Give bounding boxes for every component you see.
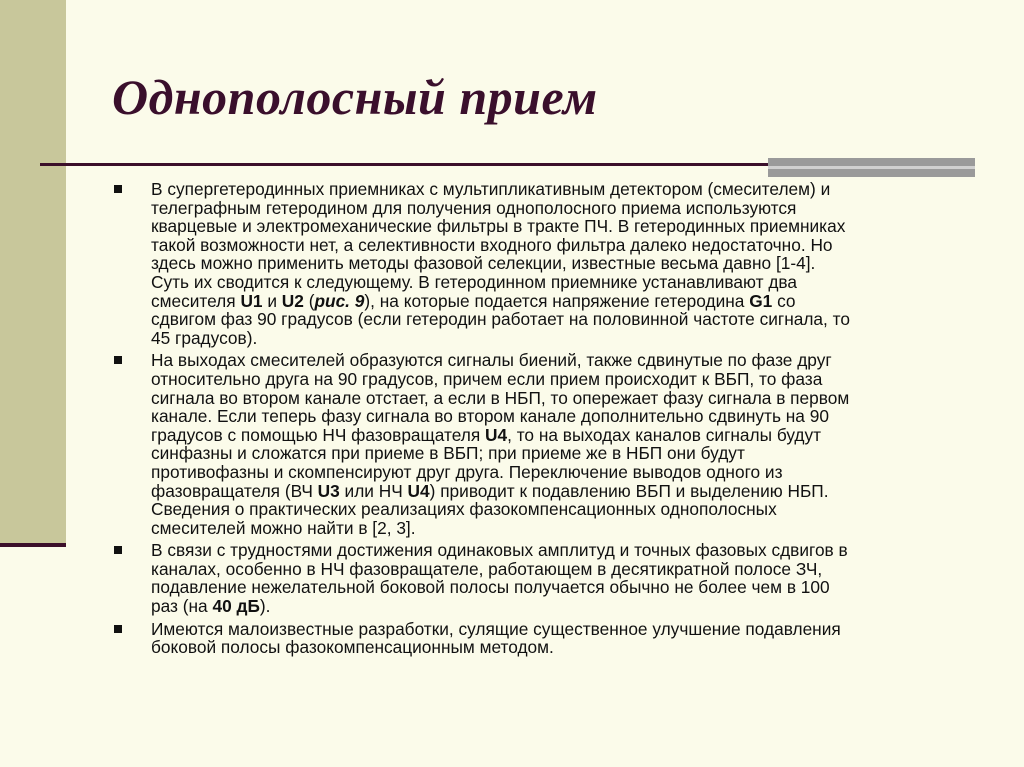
left-bar-underline <box>0 543 66 547</box>
value-highlight: 40 дБ <box>212 596 260 617</box>
text-line: кварцевые и электромеханические фильтры в тракте ПЧ. В гетеродинных приемниках <box>151 216 846 237</box>
text-line: сдвигом фаз 90 градусов (если гетеродин работает на половинной частоте сигнала, то <box>151 309 850 330</box>
text-line: противофазны и скомпенсируют друг друга. Переключение выводов одного из <box>151 461 783 482</box>
text-line: относительно друга на 90 градусов, причем если прием происходит к ВБП, то фаза <box>151 368 823 389</box>
text-line: В связи с трудностями достижения одинаковых амплитуд и точных фазовых сдвигов в <box>151 540 848 561</box>
title-accent-bar <box>768 158 975 177</box>
figure-ref: рис. 9 <box>314 290 365 311</box>
text-line: градусов с помощью НЧ фазовращателя U4, то на выходах каналов сигналы будут <box>151 424 822 445</box>
text-line: боковой полосы фазокомпенсационным методом. <box>151 637 554 658</box>
text-line: здесь можно применить методы фазовой селекции, известные весьма давно [1-4]. <box>151 253 816 274</box>
component-ref: U4 <box>407 480 430 501</box>
text-line: Суть их сводится к следующему. В гетеродинном приемнике устанавливают два <box>151 271 798 292</box>
text-line: Сведения о практических реализациях фазокомпенсационных однополосных <box>151 499 777 520</box>
text-line: канале. Если теперь фазу сигнала во втором канале дополнительно сдвинуть на 90 <box>151 406 829 427</box>
bullet-item <box>113 351 963 537</box>
text-line: В супергетеродинных приемниках с мультипликативным детектором (смесителем) и <box>151 179 831 199</box>
text-line: Имеются малоизвестные разработки, сулящие существенное улучшение подавления <box>151 618 841 639</box>
text-line: раз (на 40 дБ). <box>151 596 271 617</box>
text-line: синфазны и сложатся при приеме в ВБП; при приеме же в НБП они будут <box>151 443 745 464</box>
component-ref: U1 <box>240 290 263 311</box>
square-bullet-icon <box>114 625 122 633</box>
text-line: телеграфным гетеродином для получения однополосного приема используются <box>151 197 797 218</box>
text-line: такой возможности нет, а селективности входного фильтра далеко недостаточно. Но <box>151 234 833 255</box>
component-ref: G1 <box>749 290 773 311</box>
bullet-item <box>113 180 963 347</box>
text-line: На выходах смесителей образуются сигналы биений, также сдвинутые по фазе друг <box>151 350 832 371</box>
slide-title: Однополосный прием <box>112 69 598 125</box>
text-line: смесителя U1 и U2 (рис. 9), на которые подается напряжение гетеродина G1 со <box>151 290 796 311</box>
component-ref: U3 <box>317 480 340 501</box>
text-line: 45 градусов). <box>151 327 258 348</box>
left-decorative-bar <box>0 0 66 547</box>
square-bullet-icon <box>114 356 122 364</box>
bullet-item <box>113 541 963 615</box>
component-ref: U4 <box>485 424 508 445</box>
square-bullet-icon <box>114 546 122 554</box>
text-line: смесителей можно найти в [2, 3]. <box>151 517 416 538</box>
component-ref: U2 <box>281 290 304 311</box>
text-line: подавление нежелательной боковой полосы получается обычно не более чем в 100 <box>151 577 830 598</box>
text-line: сигнала во втором канале отстает, а если в НБП, то опережает фазу сигнала в первом <box>151 387 850 408</box>
text-line: каналах, особенно в НЧ фазовращателе, работающем в десятикратной полосе ЗЧ, <box>151 558 823 579</box>
text-line: фазовращателя (ВЧ U3 или НЧ U4) приводит к подавлению ВБП и выделению НБП. <box>151 480 829 501</box>
bullet-list <box>113 180 963 661</box>
square-bullet-icon <box>114 185 122 193</box>
bullet-item <box>113 620 963 657</box>
